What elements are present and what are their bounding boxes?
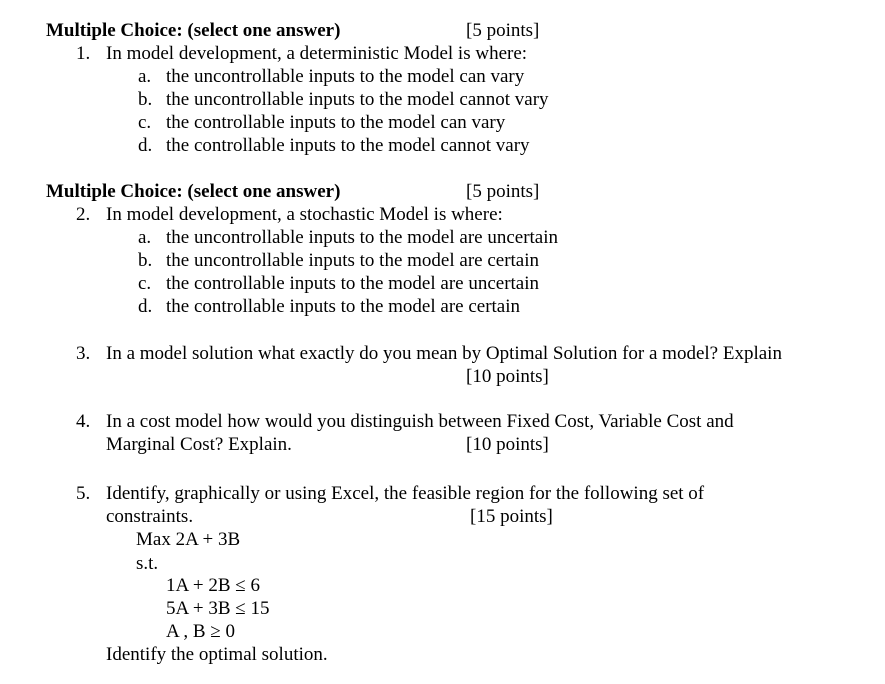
q2-option-a-letter: a. [138, 227, 152, 248]
q1-option-b-letter: b. [138, 89, 153, 110]
question-5-points: [15 points] [470, 506, 553, 527]
q2-option-b-letter: b. [138, 250, 153, 271]
q1-option-a-letter: a. [138, 66, 152, 87]
objective-function: Max 2A + 3B [136, 529, 241, 550]
question-4-line-2: Marginal Cost? Explain. [106, 434, 292, 455]
question-3-number: 3. [76, 343, 91, 364]
question-2-text: In model development, a stochastic Model is where: [106, 204, 503, 225]
closing-instruction: Identify the optimal solution. [106, 644, 328, 665]
question-3-text: In a model solution what exactly do you mean by Optimal Solution for a model? Explain [106, 343, 782, 364]
question-1-text: In model development, a deterministic Model is where: [106, 43, 528, 64]
q1-option-c-letter: c. [138, 112, 152, 133]
q1-option-d-text: the controllable inputs to the model cannot vary [166, 135, 530, 156]
q1-option-d-letter: d. [138, 135, 153, 156]
q1-option-b-text: the uncontrollable inputs to the model cannot vary [166, 89, 549, 110]
question-3-points: [10 points] [466, 366, 549, 387]
q2-option-c-letter: c. [138, 273, 152, 294]
q2-option-d-text: the controllable inputs to the model are certain [166, 296, 521, 317]
question-5-line-2: constraints. [106, 506, 194, 527]
question-5-line-1: Identify, graphically or using Excel, the feasible region for the following set of [106, 483, 705, 504]
constraint-2: 5A + 3B ≤ 15 [166, 598, 270, 619]
question-4-number: 4. [76, 411, 91, 432]
q2-option-d-letter: d. [138, 296, 153, 317]
q2-option-c-text: the controllable inputs to the model are uncertain [166, 273, 540, 294]
q2-option-b-text: the uncontrollable inputs to the model are certain [166, 250, 540, 271]
section-2-heading: Multiple Choice: (select one answer) [46, 181, 341, 202]
q2-option-a-text: the uncontrollable inputs to the model are uncertain [166, 227, 559, 248]
subject-to-label: s.t. [136, 553, 159, 574]
section-1-points: [5 points] [466, 20, 540, 41]
question-4-line-1: In a cost model how would you distinguish between Fixed Cost, Variable Cost and [106, 411, 734, 432]
question-5-number: 5. [76, 483, 91, 504]
question-1-number: 1. [76, 43, 91, 64]
section-2-points: [5 points] [466, 181, 540, 202]
section-1-heading: Multiple Choice: (select one answer) [46, 20, 341, 41]
constraint-3: A , B ≥ 0 [166, 621, 236, 642]
question-4-points: [10 points] [466, 434, 549, 455]
constraint-1: 1A + 2B ≤ 6 [166, 575, 260, 596]
q1-option-a-text: the uncontrollable inputs to the model can vary [166, 66, 525, 87]
q1-option-c-text: the controllable inputs to the model can vary [166, 112, 506, 133]
question-2-number: 2. [76, 204, 91, 225]
